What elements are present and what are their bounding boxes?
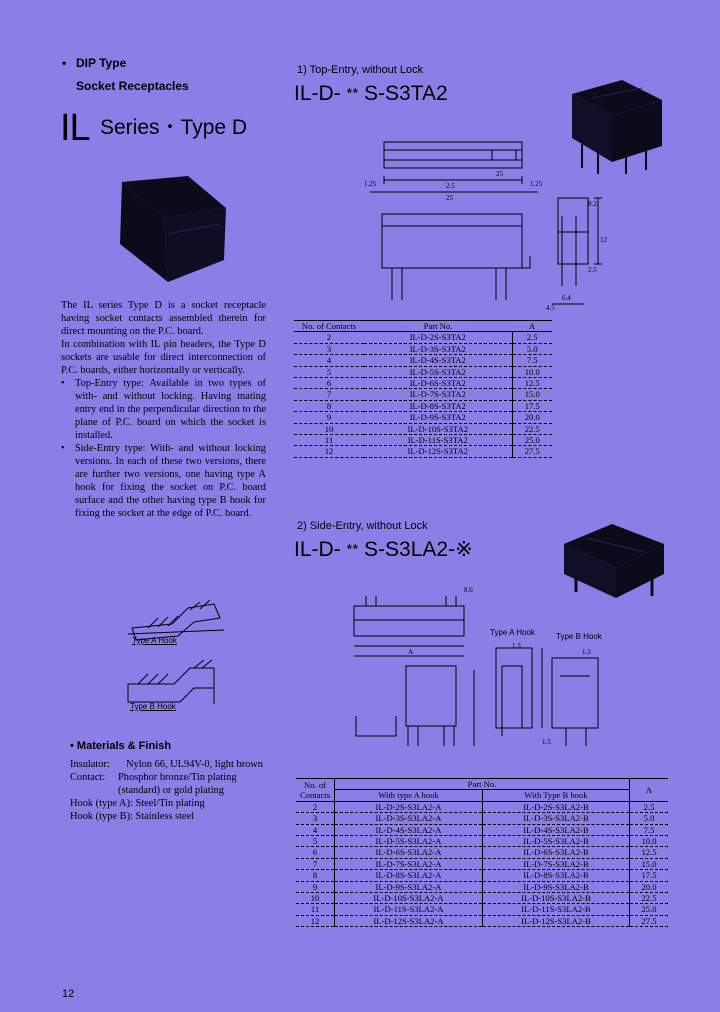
section1-part-prefix: IL-D- (294, 82, 341, 105)
table-cell: 10.0 (512, 366, 552, 377)
table-row (296, 813, 668, 824)
s2-header-type-b: With Type B hook (482, 790, 629, 801)
table-cell: IL-D-3S-S3TA2 (364, 343, 512, 354)
side-dim-d2: A (408, 648, 414, 656)
table-cell: IL-D-5S-S3TA2 (364, 366, 512, 377)
table-cell: 5 (294, 366, 364, 377)
table-cell: 11 (294, 435, 364, 446)
table-cell: 8 (296, 870, 335, 881)
table-cell: 9 (296, 881, 335, 892)
section1-part-suffix: S-S3TA2 (364, 82, 448, 105)
table-cell: 20.0 (512, 412, 552, 423)
section1-table (294, 320, 552, 458)
table-cell: 7 (296, 858, 335, 869)
section2-label: 2) Side-Entry, without Lock (297, 520, 428, 532)
table-cell: IL-D-9S-S3TA2 (364, 412, 512, 423)
table-cell: IL-D-2S-S3LA2-A (335, 801, 483, 812)
table-cell: 2.5 (630, 801, 669, 812)
table-cell: 2 (294, 332, 364, 343)
table-row (296, 836, 668, 847)
table-cell: 12.5 (630, 847, 669, 858)
table-cell: IL-D-11S-S3LA2-A (335, 904, 483, 915)
contact-label: Contact: (70, 772, 106, 783)
table-cell: 7.5 (630, 824, 669, 835)
intro-para-2: In combination with IL pin headers, the Type D sockets are usable for direct interconnection of P.C. boards, either horizontally or vertically. (61, 339, 266, 376)
table-cell: 25.0 (630, 904, 669, 915)
table-row (294, 389, 552, 400)
table-cell: IL-D-3S-S3LA2-A (335, 813, 483, 824)
table-cell: IL-D-9S-S3LA2-A (335, 881, 483, 892)
section2-table (296, 778, 668, 927)
table-cell: IL-D-6S-S3LA2-A (335, 847, 483, 858)
table-cell: IL-D-8S-S3TA2 (364, 400, 512, 411)
table-cell: IL-D-2S-S3TA2 (364, 332, 512, 343)
table-cell: IL-D-8S-S3LA2-B (482, 870, 629, 881)
table-row (296, 847, 668, 858)
table-cell: 6 (296, 847, 335, 858)
table-cell: IL-D-7S-S3LA2-A (335, 858, 483, 869)
s1-header-part: Part No. (364, 321, 512, 332)
table-cell: 3 (296, 813, 335, 824)
table-cell: 25.0 (512, 435, 552, 446)
table-cell: IL-D-6S-S3LA2-B (482, 847, 629, 858)
header-bullet: • (62, 56, 67, 70)
table-cell: IL-D-11S-S3LA2-B (482, 904, 629, 915)
type-a-hook-caption: Type A Hook (132, 636, 177, 645)
side-entry-drawing (346, 586, 616, 756)
table-cell: 22.5 (630, 893, 669, 904)
table-cell: IL-D-5S-S3LA2-A (335, 836, 483, 847)
table-cell: IL-D-12S-S3LA2-B (482, 915, 629, 926)
table-cell: 11 (296, 904, 335, 915)
contact-value: Phosphor bronze/Tin plating (standard) or gold plating (118, 772, 237, 796)
intro-text: The IL series Type D is a socket receptacle having socket contacts assembled therein for direct mounting on the P.C. board. In combination with IL pin headers, the Type D sockets are usable for direct interconnection of P.C. boards, either horizontally or vertically. • Top-Entry type: Available in two types of with- and without locking. Having mating entry end in the perpendicular direction to the plane of P.C. board on which the socket is installed. • Side-Entry type: With- and without locking versions. In each of these two versions, there are further two versions, one having type A hook for fixing the socket on P.C. board surface and the other having type B hook for fixing the socket at the edge of P.C. board. (61, 300, 266, 519)
section2-part-prefix: IL-D- (294, 538, 341, 561)
table-cell: 4 (294, 355, 364, 366)
table-row (296, 870, 668, 881)
table-cell: IL-D-4S-S3TA2 (364, 355, 512, 366)
s2-header-part: Part No. (335, 779, 630, 790)
table-row (296, 858, 668, 869)
side-dim-d1: 8.6 (464, 586, 473, 594)
table-cell: 27.5 (630, 915, 669, 926)
table-cell: IL-D-12S-S3TA2 (364, 446, 512, 457)
series-prefix: IL (60, 107, 90, 149)
hook-b-material: Hook (type B): Stainless steel (70, 811, 195, 822)
materials-heading-text: Materials & Finish (76, 740, 172, 752)
top-dim-d3: 1.25 (530, 180, 543, 188)
table-row (296, 881, 668, 892)
side-type-b-label: Type B Hook (556, 632, 602, 641)
table-cell: IL-D-6S-S3TA2 (364, 378, 512, 389)
table-cell: IL-D-10S-S3LA2-A (335, 893, 483, 904)
table-cell: 5.0 (630, 813, 669, 824)
s1-header-a: A (512, 321, 552, 332)
table-row (294, 366, 552, 377)
side-dim-d4: 1.3 (582, 648, 591, 656)
table-cell: 12 (296, 915, 335, 926)
table-row (294, 332, 552, 343)
table-cell: 27.5 (512, 446, 552, 457)
table-row (294, 378, 552, 389)
table-row (296, 801, 668, 812)
section2-part-number (294, 538, 473, 562)
side-dim-d3: 1.3 (512, 642, 521, 650)
table-cell: 10 (296, 893, 335, 904)
s1-header-contacts: No. of Contacts (294, 321, 364, 332)
table-row (296, 893, 668, 904)
table-cell: IL-D-7S-S3TA2 (364, 389, 512, 400)
table-row (294, 343, 552, 354)
socket-receptacles-heading: Socket Receptacles (76, 79, 189, 93)
table-cell: 15.0 (512, 389, 552, 400)
side-dim-d5: 1.5 (542, 738, 551, 746)
top-dim-d7: 6.4 (562, 294, 571, 302)
type-b-hook-caption: Type B Hook (130, 702, 176, 711)
s2-header-contacts: No. of Contacts (296, 779, 335, 802)
table-cell: 9 (294, 412, 364, 423)
table-cell: 10 (294, 423, 364, 434)
table-row (294, 355, 552, 366)
materials-heading: • Materials & Finish (70, 740, 172, 752)
table-cell: IL-D-12S-S3LA2-A (335, 915, 483, 926)
section1-part-number (294, 82, 448, 106)
table-cell: 4 (296, 824, 335, 835)
table-cell: IL-D-9S-S3LA2-B (482, 881, 629, 892)
top-dim-d2: 1.25 (364, 180, 377, 188)
top-dim-d4: 2.5 (446, 182, 455, 190)
table-cell: 7 (294, 389, 364, 400)
hook-a-material: Hook (type A): Steel/Tin plating (70, 798, 205, 809)
table-cell: IL-D-8S-S3LA2-A (335, 870, 483, 881)
series-title: Series・Type D (100, 116, 248, 139)
materials-list (70, 758, 280, 823)
table-cell: IL-D-4S-S3LA2-A (335, 824, 483, 835)
intro-para-1: The IL series Type D is a socket receptacle having socket contacts assembled therein for direct mounting on the P.C. board. (61, 300, 266, 337)
table-cell: 2.5 (512, 332, 552, 343)
section1-label: 1) Top-Entry, without Lock (297, 64, 424, 76)
table-row (296, 824, 668, 835)
table-row (296, 915, 668, 926)
top-dim-d1: 25 (496, 170, 503, 178)
top-dim-d10: 4.5 (546, 304, 555, 312)
table-cell: IL-D-5S-S3LA2-B (482, 836, 629, 847)
table-cell: IL-D-11S-S3TA2 (364, 435, 512, 446)
table-cell: 10.0 (630, 836, 669, 847)
table-cell: 5 (296, 836, 335, 847)
table-cell: 12.5 (512, 378, 552, 389)
table-cell: 6 (294, 378, 364, 389)
table-cell: 15.0 (630, 858, 669, 869)
table-cell: 12 (294, 446, 364, 457)
table-cell: 20.0 (630, 881, 669, 892)
table-cell: 22.5 (512, 423, 552, 434)
table-row (294, 423, 552, 434)
table-cell: 17.5 (630, 870, 669, 881)
table-row (294, 446, 552, 457)
s2-header-a: A (630, 779, 669, 802)
intro-bullet-side-entry: Side-Entry type: With- and without locking versions. In each of these two versions, there are further two versions, one having type A hook for fixing the socket on P.C. board surface and the other having type B hook for fixing the socket at the edge of P.C. board. (75, 443, 266, 519)
table-row (294, 435, 552, 446)
top-dim-d6: 12 (600, 236, 607, 244)
section1-part-stars: ** (346, 85, 359, 102)
section2-part-suffix: S-S3LA2-※ (364, 538, 473, 561)
table-cell: 5.0 (512, 343, 552, 354)
section2-part-stars: ** (346, 541, 359, 558)
top-entry-drawing (362, 136, 612, 316)
top-dim-d5: 8.2 (588, 200, 597, 208)
intro-bullet-top-entry: Top-Entry type: Available in two types of with- and without locking. Having mating entry end in the perpendicular direction to the plane of P.C. board on which the socket is installed. (75, 378, 266, 441)
table-cell: IL-D-2S-S3LA2-B (482, 801, 629, 812)
table-cell: 17.5 (512, 400, 552, 411)
product-photo-left (108, 172, 238, 287)
table-cell: 8 (294, 400, 364, 411)
table-cell: IL-D-4S-S3LA2-B (482, 824, 629, 835)
table-row (294, 400, 552, 411)
table-cell: 2 (296, 801, 335, 812)
dip-type-heading: DIP Type (76, 56, 127, 70)
table-cell: IL-D-10S-S3LA2-B (482, 893, 629, 904)
table-cell: 7.5 (512, 355, 552, 366)
table-row (296, 904, 668, 915)
table-cell: IL-D-3S-S3LA2-B (482, 813, 629, 824)
insulator-value: Nylon 66, UL94V-0, light brown (126, 759, 264, 770)
insulator-label: Insulator: (70, 759, 110, 770)
type-b-hook-illustration (124, 658, 220, 706)
side-type-a-label: Type A Hook (490, 628, 535, 637)
page-number: 12 (62, 988, 75, 1000)
top-dim-d8: 25 (446, 194, 453, 202)
s2-header-type-a: With type A hook (335, 790, 483, 801)
table-cell: IL-D-7S-S3LA2-B (482, 858, 629, 869)
table-cell: IL-D-10S-S3TA2 (364, 423, 512, 434)
table-cell: 3 (294, 343, 364, 354)
top-dim-d9: 2.5 (588, 266, 597, 274)
table-row (294, 412, 552, 423)
